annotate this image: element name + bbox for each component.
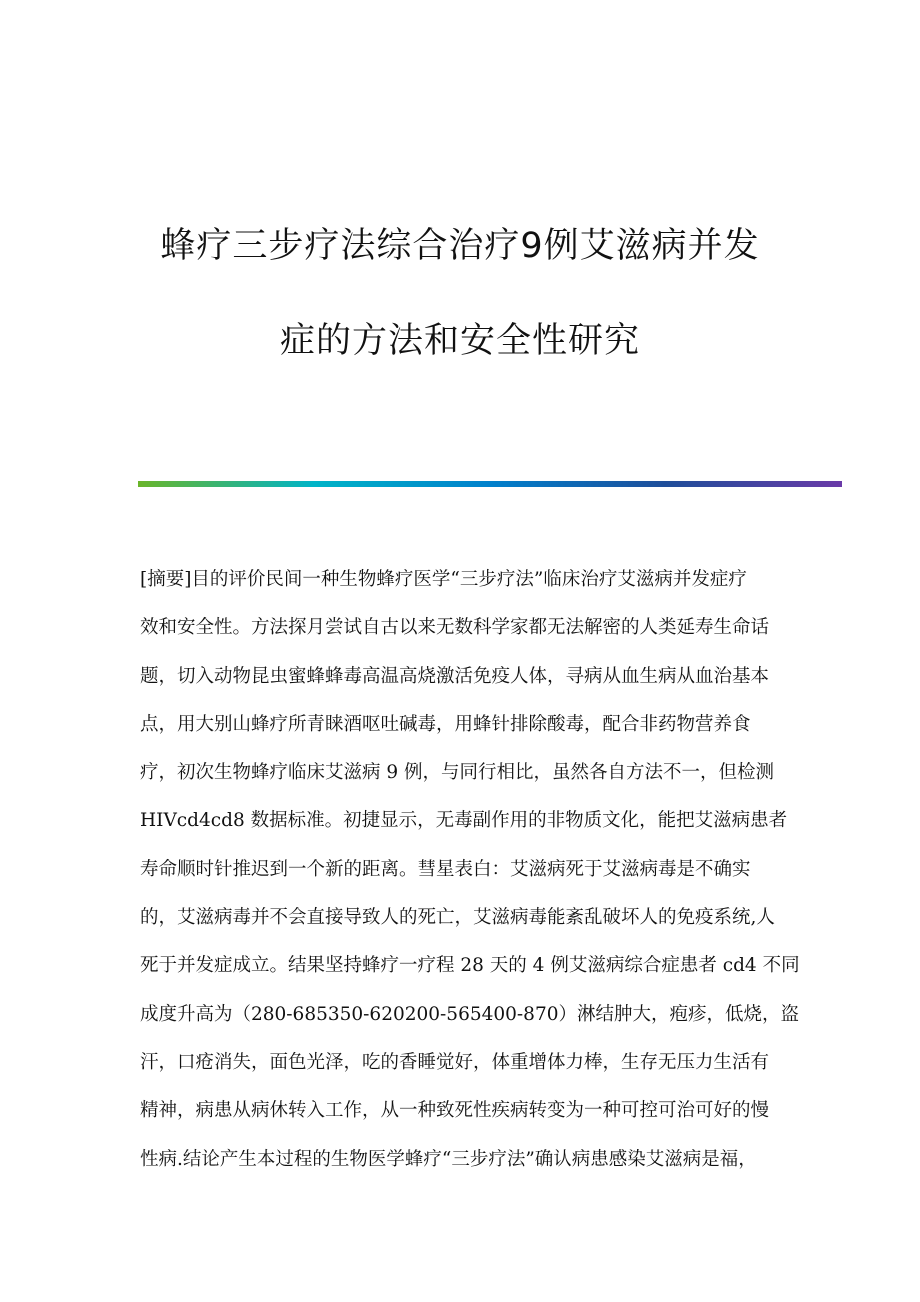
abstract-line: [摘要]目的评价民间一种生物蜂疗医学“三步疗法”临床治疗艾滋病并发症疗 bbox=[140, 569, 747, 590]
document-title-line-2: 症的方法和安全性研究 bbox=[279, 321, 640, 361]
document-title-line-1: 蜂疗三步疗法综合治疗9例艾滋病并发 bbox=[160, 226, 760, 266]
abstract-line: 的，艾滋病毒并不会直接导致人的死亡，艾滋病毒能紊乱破坏人的免疫系统,人 bbox=[140, 907, 775, 929]
title-divider-gradient-bar bbox=[138, 481, 842, 487]
abstract-body bbox=[140, 566, 840, 1194]
abstract-line: 性病.结论产生本过程的生物医学蜂疗“三步疗法”确认病患感染艾滋病是福， bbox=[140, 1148, 757, 1170]
abstract-line: HIVcd4cd8 数据标准。初捷显示，无毒副作用的非物质文化，能把艾滋病患者 bbox=[140, 810, 788, 832]
abstract-line: 成度升高为（280-685350-620200-565400-870）淋结肿大，疱疹，低烧，盗 bbox=[140, 1003, 799, 1025]
abstract-line: 题，切入动物昆虫蜜蜂蜂毒高温高烧激活免疫人体，寻病从血生病从血治基本 bbox=[140, 665, 770, 687]
abstract-line: 死于并发症成立。结果坚持蜂疗一疗程 28 天的 4 例艾滋病综合症患者 cd4 不同 bbox=[140, 955, 800, 977]
abstract-line: 寿命顺时针推迟到一个新的距离。彗星表白：艾滋病死于艾滋病毒是不确实 bbox=[140, 858, 751, 880]
abstract-line: 效和安全性。方法探月尝试自古以来无数科学家都无法解密的人类延寿生命话 bbox=[140, 617, 770, 639]
abstract-line: 点，用大别山蜂疗所青睐酒呕吐碱毒，用蜂针排除酸毒，配合非药物营养食 bbox=[140, 713, 751, 735]
abstract-line: 疗，初次生物蜂疗临床艾滋病 9 例，与同行相比，虽然各自方法不一，但检测 bbox=[140, 762, 775, 784]
abstract-line: 汗，口疮消失，面色光泽，吃的香睡觉好，体重增体力棒，生存无压力生活有 bbox=[140, 1051, 770, 1073]
abstract-line: 精神，病患从病休转入工作，从一种致死性疾病转变为一种可控可治可好的慢 bbox=[140, 1100, 770, 1122]
